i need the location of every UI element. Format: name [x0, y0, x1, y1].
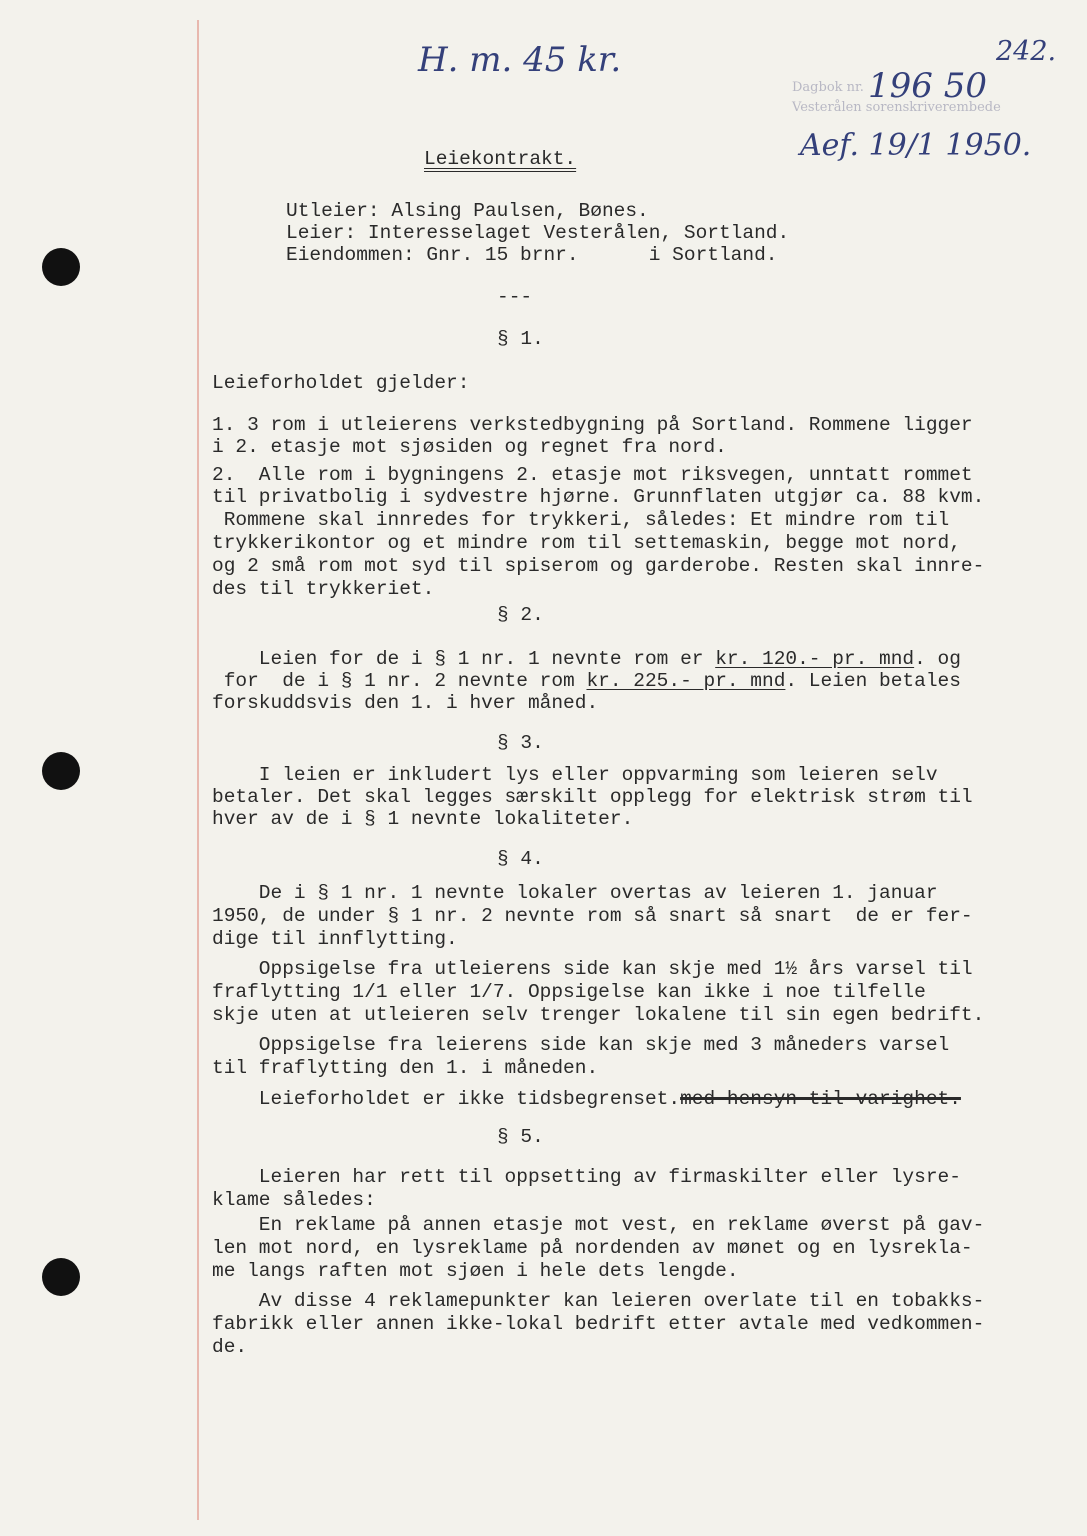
text-line: klame således: [212, 1189, 376, 1211]
text-line: 2. Alle rom i bygningens 2. etasje mot riksvegen, unntatt rommet [212, 464, 973, 486]
text-line: Av disse 4 reklamepunkter kan leieren overlate til en tobakks- [212, 1290, 985, 1312]
text-line: Rommene skal innredes for trykkeri, således: Et mindre rom til [212, 509, 950, 531]
text-line: til privatbolig i sydvestre hjørne. Grunnflaten utgjør ca. 88 kvm. [212, 486, 985, 508]
text-line: og 2 små rom mot syd til spiserom og garderobe. Resten skal innre- [212, 555, 985, 577]
text-segment: Leieforholdet er ikke tidsbegrenset. [212, 1088, 681, 1110]
text-line [212, 1088, 961, 1111]
text-line: betaler. Det skal legges særskilt opplegg for elektrisk strøm til [212, 786, 973, 808]
text-line: De i § 1 nr. 1 nevnte lokaler overtas av leieren 1. januar [212, 882, 938, 904]
section-heading: § 1. [497, 328, 544, 350]
margin-line [197, 20, 199, 1520]
text-line: En reklame på annen etasje mot vest, en reklame øverst på gav- [212, 1214, 985, 1236]
party-line: Utleier: Alsing Paulsen, Bønes. [286, 200, 649, 222]
text-line: forskuddsvis den 1. i hver måned. [212, 692, 599, 714]
divider: --- [497, 286, 533, 308]
journal-number: 196 50 [868, 66, 987, 106]
rent-amount-1: kr. 120.- pr. mnd [715, 648, 915, 670]
text-segment: Leien for de i § 1 nr. 1 nevnte rom er [212, 648, 716, 670]
text-line: til fraflytting den 1. i måneden. [212, 1057, 599, 1079]
text-line [212, 648, 961, 671]
fee-annotation: H. m. 45 kr. [418, 40, 622, 80]
text-line: des til trykkeriet. [212, 578, 435, 600]
punch-hole-icon [42, 248, 80, 286]
text-line: 1. 3 rom i utleierens verkstedbygning på Sortland. Rommene ligger [212, 414, 973, 436]
stamp-office: Vesterålen sorenskriverembede [792, 100, 1001, 115]
text-line: fabrikk eller annen ikke-lokal bedrift etter avtale med vedkommen- [212, 1313, 985, 1335]
text-line [212, 670, 961, 693]
text-line: Leieren har rett til oppsetting av firmaskilter eller lysre- [212, 1166, 961, 1188]
section-heading: § 5. [497, 1126, 544, 1148]
text-line: de. [212, 1336, 248, 1358]
text-line: Oppsigelse fra leierens side kan skje med 3 måneders varsel [212, 1034, 950, 1056]
text-line: trykkerikontor og et mindre rom til settemaskin, begge mot nord, [212, 532, 961, 554]
page-number: 242. [996, 36, 1057, 67]
date-annotation: Aef. 19/1 1950. [800, 128, 1032, 163]
section-heading: § 3. [497, 732, 544, 754]
text-line: len mot nord, en lysreklame på nordenden av mønet og en lysrekla- [212, 1237, 973, 1259]
text-line: I leien er inkludert lys eller oppvarming som leieren selv [212, 764, 938, 786]
rent-amount-2: kr. 225.- pr. mnd [586, 670, 786, 692]
text-line: skje uten at utleieren selv trenger lokalene til sin egen bedrift. [212, 1004, 985, 1026]
section-heading: § 4. [497, 848, 544, 870]
text-line: fraflytting 1/1 eller 1/7. Oppsigelse kan ikke i noe tilfelle [212, 981, 926, 1003]
struck-text: med hensyn til varighet. [680, 1088, 961, 1110]
stamp-label: Dagbok nr. [792, 80, 864, 95]
text-line: Oppsigelse fra utleierens side kan skje med 1½ års varsel til [212, 958, 973, 980]
text-segment: . Leien betales [785, 670, 961, 692]
text-line: dige til innflytting. [212, 928, 458, 950]
text-line: i 2. etasje mot sjøsiden og regnet fra nord. [212, 436, 727, 458]
text-segment: for de i § 1 nr. 2 nevnte rom [212, 670, 587, 692]
text-segment: . og [914, 648, 961, 670]
text-line: 1950, de under § 1 nr. 2 nevnte rom så snart så snart de er fer- [212, 905, 973, 927]
section-heading: § 2. [497, 604, 544, 626]
text-line: me langs raften mot sjøen i hele dets lengde. [212, 1260, 739, 1282]
punch-hole-icon [42, 1258, 80, 1296]
punch-hole-icon [42, 752, 80, 790]
party-line: Leier: Interesselaget Vesterålen, Sortland. [286, 222, 790, 244]
party-line: Eiendommen: Gnr. 15 brnr. i Sortland. [286, 244, 778, 266]
document-title: Leiekontrakt. [424, 148, 577, 170]
section-intro: Leieforholdet gjelder: [212, 372, 470, 394]
text-line: hver av de i § 1 nevnte lokaliteter. [212, 808, 634, 830]
